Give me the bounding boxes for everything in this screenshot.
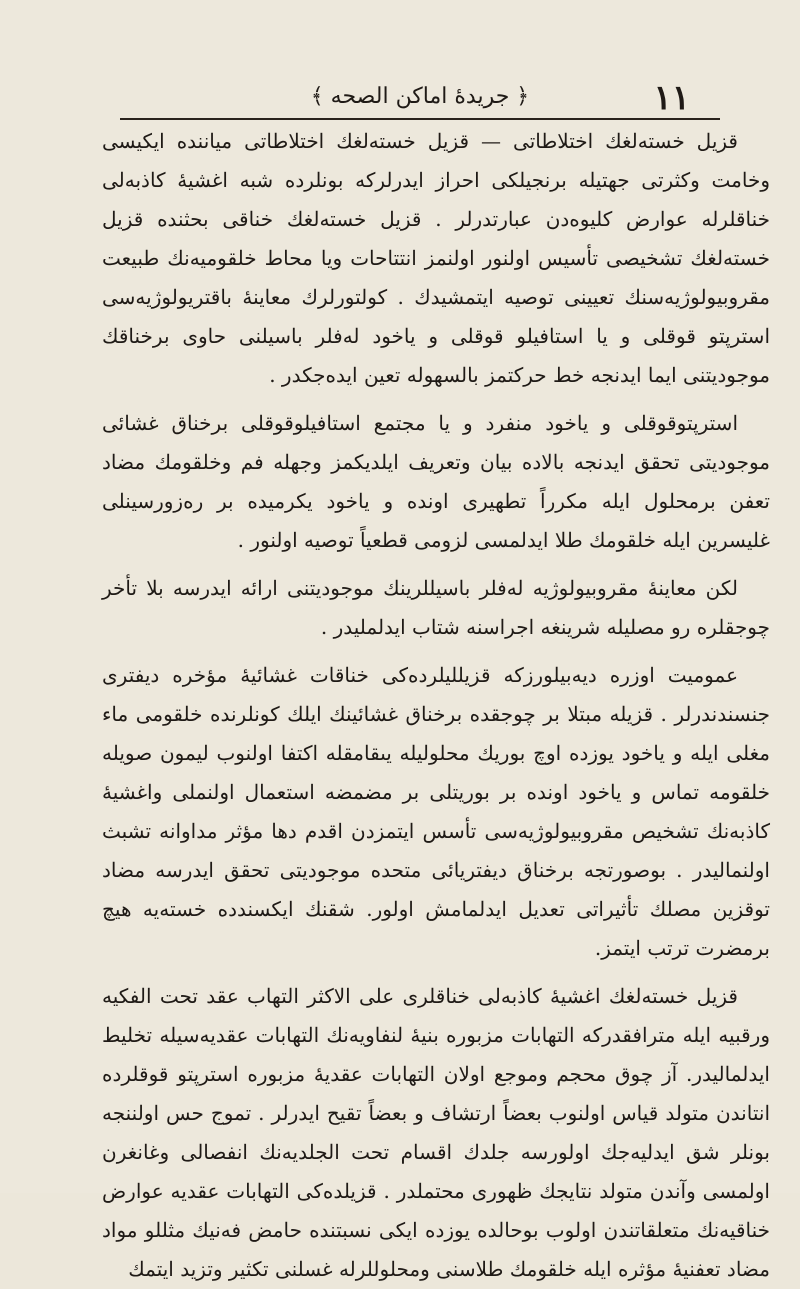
paragraph-4: عموميت اوزرە ديەبيلورزكە قزيلليلردەكى خناقات غشائيهٔ مؤخرە ديفترى جنسندندرلر . قزيلە مبتلا بر چوجقدە برخناق غشائينك ايلك كونلرندە خلقومى ماء مغلى ايلە و ياخود يوزدە اوچ بوريك محلوليلە يىقامقلە اكتفا اولنوب ليمون صويلە خلقومە تماس و ياخود اوندە بر بوريتلى بر مضمضە استعمال اولنملى واغشيهٔ كاذبەنك تشخيص مقروبيولوژيەسى تأسس ايتمزدن اقدم دها مؤثر مداوانە تشبث اولنماليدر . بوصورتجە برخناق ديفتريائى متحدە موجوديتى تحقق ايدرسە مضاد توقزين مصلك تأثيراتى تعديل ايدلمامش اولور. شقنك ايكسنددە خستەيە هيچ برمضرت ترتب ايتمز. <box>102 663 770 960</box>
page-number: ١١ <box>653 78 690 118</box>
page-header <box>120 70 720 118</box>
paragraph-3: لكن معاينهٔ مقروبيولوژيە لەفلر باسيللرينك موجوديتنى ارائە ايدرسە بلا تأخر چوجقلرە رو مصليلە شرينغە اجراسنە شتاب ايدلمليدر . <box>102 576 770 639</box>
document-body <box>102 122 770 1281</box>
header-rule <box>120 118 720 120</box>
paragraph-5: قزيل خستەلغك اغشيهٔ كاذبەلى خناقلرى على الاكثر التهاب عقد تحت الفكيە ورقبيە ايلە مترافقدركە التهابات مزبورە بنيهٔ لنفاويەنك التهابات عقديەسيلە تخليط ايدلماليدر. آز چوق محجم وموجع اولان التهابات عقديهٔ مزبورە استرپتو قوقلردە انتاندن متولد قياس اولنوب بعضاً ارتشاف و بعضاً تقيح ايدرلر . تموج حس اولننجە بونلر شق ايدليەجك اولورسە جلدك اقسام تحت الجلديەنك انفصالى وغانغرن اولمسى وآندن متولد نتايجك ظهورى محتملدر . قزيلدەكى التهابات عقديە عوارض خناقيەنك متعلقاتندن اولوب بوحالدە يوزدە ايكى نسبتندە حامض فەنيك مثللو مواد مضاد تعفنيهٔ مؤثرە ايلە خلقومك طلاسنى ومحلوللرلە غسلنى تكثير وتزيد ايتمك <box>102 984 770 1281</box>
running-title: ﴿ جريدهٔ اماكن الصحه ﴾ <box>310 84 530 109</box>
paragraph-1: قزيل خستەلغك اختلاطاتى — قزيل خستەلغك اختلاطاتى ميانندە ايكيسى وخامت وكثرتى جهتيلە برنجيلكى احراز ايدرلركە بونلردە شبە اغشيهٔ كاذبەلى خناقلرلە عوارض كليوەدن عبارتدرلر . قزيل خستەلغك خناقى بحثندە قزيل خستەلغك تشخيصى تأسيس اولنور اولنمز انتتاحات ويا محاط خلقوميەنك طبيعت مقروبيولوژيەسنك تعيينى توصيە ايتمشيدك . كولتورلرك معاينهٔ باقتريولوژيەسى استرپتو قوقلى و يا استافيلو قوقلى و ياخود لەفلر باسيلنى حاوى برخناقك موجوديتنى ايما ايدنجە خط حركتمز بالسهولە تعين ايدەجكدر . <box>102 129 770 387</box>
paragraph-2: استرپتوقوقلى و ياخود منفرد و يا مجتمع استافيلوقوقلى برخناق غشائى موجوديتى تحقق ايدنجە بالادە بيان وتعريف ايلديكمز وجهلە فم وخلقومك مضاد تعفن برمحلول ايلە مكرراً تطهيرى اوندە و ياخود يكرميدە بر رەزورسينلى غليسرين ايلە خلقومك طلا ايدلمسى لزومى قطعياً توصيە اولنور . <box>102 411 770 552</box>
